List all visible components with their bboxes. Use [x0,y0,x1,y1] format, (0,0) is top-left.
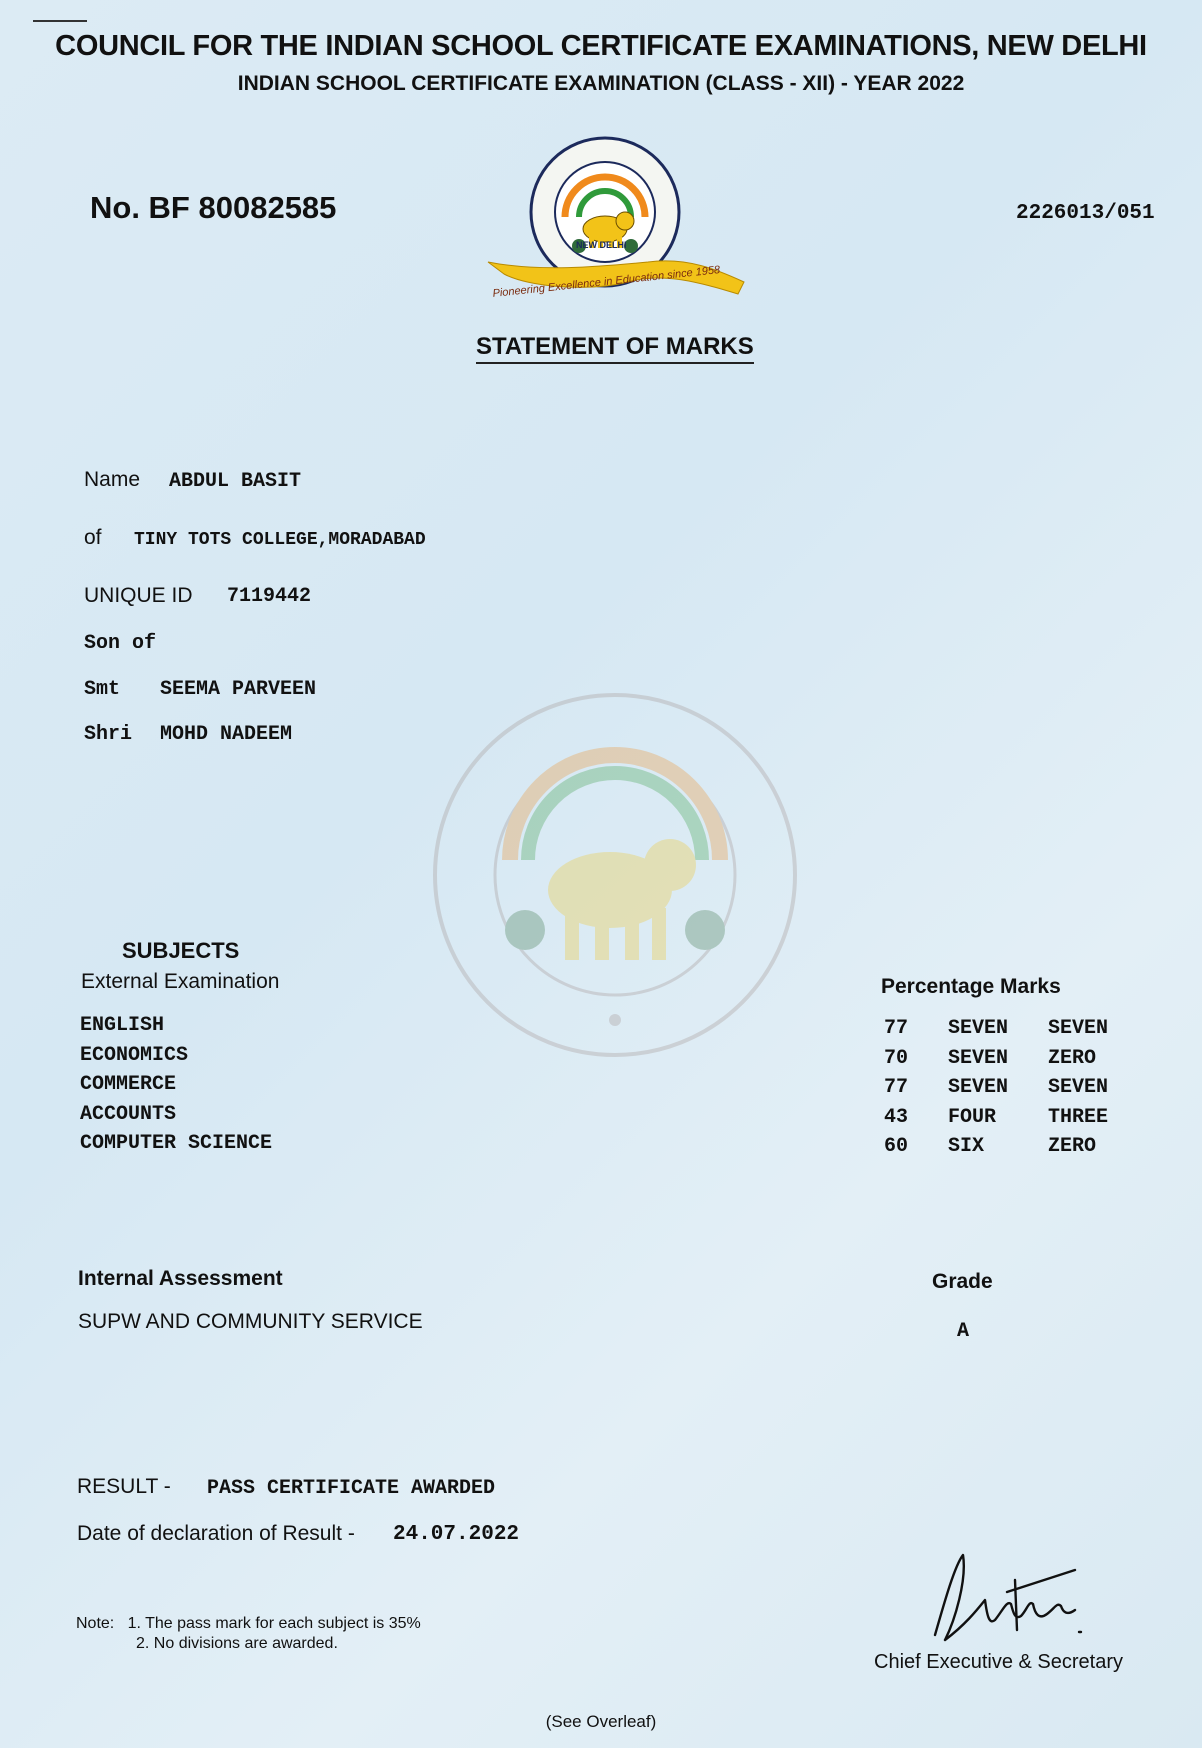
watermark-emblem [430,690,800,1060]
marks-word-1: SEVEN [948,1046,1009,1070]
marks-value: 77 [884,1076,909,1099]
marks-row [884,1044,1108,1074]
marks-list [884,1014,1108,1162]
marks-row [884,1132,1108,1162]
mother-prefix: Smt [84,678,121,701]
see-overleaf: (See Overleaf) [545,1712,657,1731]
result-value: PASS CERTIFICATE AWARDED [207,1477,496,1500]
result-label: RESULT - [77,1475,171,1498]
marks-value: 77 [884,1017,909,1040]
emblem-city: NEW DELHI [576,240,627,250]
marks-word-2: ZERO [1048,1046,1097,1070]
marks-word-2: SEVEN [1048,1017,1109,1040]
note-label: Note: [76,1615,115,1632]
signature-image [915,1540,1095,1650]
mother-name: SEEMA PARVEEN [160,678,317,701]
corner-mark [33,20,87,22]
subject-name: ECONOMICS [80,1043,189,1067]
external-exam-heading: External Examination [81,970,280,993]
document-title: STATEMENT OF MARKS [476,333,754,364]
son-of-label: Son of [84,632,157,655]
unique-id-label: UNIQUE ID [84,584,193,607]
grade-heading: Grade [932,1270,993,1293]
subject-name: ENGLISH [80,1014,165,1037]
marks-value: 70 [884,1046,909,1070]
declaration-date-label: Date of declaration of Result - [77,1522,355,1545]
reference-number: 2226013/051 [1016,202,1155,225]
marks-row [884,1073,1108,1103]
name-label: Name [84,468,141,491]
council-heading: COUNCIL FOR THE INDIAN SCHOOL CERTIFICATE EXAMINATIONS, NEW DELHI [55,30,1147,62]
marks-word-1: SIX [948,1135,985,1158]
notes-block [76,1614,421,1654]
marks-word-2: ZERO [1048,1135,1097,1158]
marks-row [884,1103,1108,1133]
subject-name: COMPUTER SCIENCE [80,1132,273,1155]
grade-value: A [957,1320,970,1343]
of-label: of [84,526,102,549]
exam-heading: INDIAN SCHOOL CERTIFICATE EXAMINATION (CLASS - XII) - YEAR 2022 [237,72,965,95]
note-2: 2. No divisions are awarded. [136,1635,338,1652]
marks-word-2: THREE [1048,1105,1109,1129]
emblem-ribbon-text: Pioneering Excellence in Education since 1958 [491,264,721,300]
percentage-marks-heading: Percentage Marks [881,975,1061,998]
father-prefix: Shri [84,723,133,746]
marks-word-1: SEVEN [948,1017,1009,1040]
subjects-heading: SUBJECTS [122,938,240,963]
marks-row [884,1014,1108,1044]
school-name: TINY TOTS COLLEGE,MORADABAD [134,530,426,550]
subject-list [80,1011,272,1159]
marks-value: 60 [884,1135,909,1158]
marks-word-1: FOUR [948,1105,997,1129]
certificate-number: No. BF 80082585 [90,190,337,225]
father-name: MOHD NADEEM [160,723,293,746]
unique-id: 7119442 [227,585,312,608]
internal-assessment-heading: Internal Assessment [78,1267,283,1290]
note-1: 1. The pass mark for each subject is 35% [127,1615,421,1632]
marks-value: 43 [884,1105,909,1129]
marks-word-2: SEVEN [1048,1076,1109,1099]
internal-subject: SUPW AND COMMUNITY SERVICE [78,1310,423,1333]
marks-word-1: SEVEN [948,1076,1009,1099]
candidate-name: ABDUL BASIT [169,470,302,493]
subject-name: ACCOUNTS [80,1102,177,1126]
declaration-date: 24.07.2022 [393,1523,520,1546]
signatory-title: Chief Executive & Secretary [874,1651,1123,1673]
subject-name: COMMERCE [80,1073,177,1096]
